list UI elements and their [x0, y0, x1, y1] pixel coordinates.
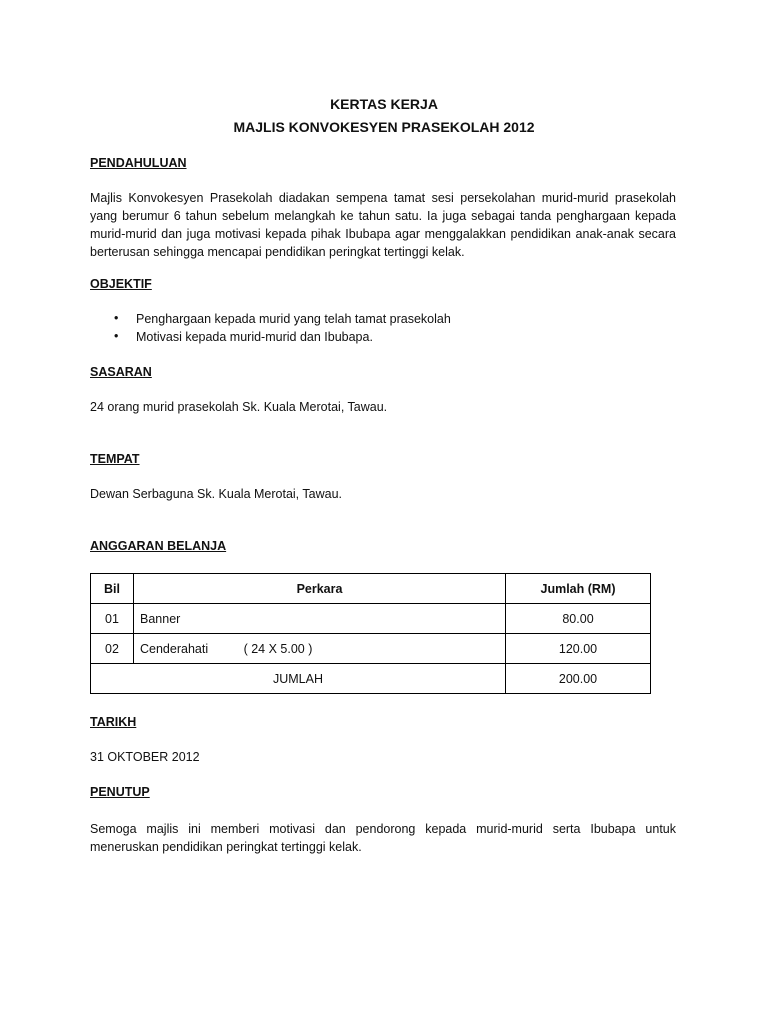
- table-header-row: [91, 574, 651, 604]
- column-header-bil: Bil: [91, 574, 134, 604]
- tempat-text: Dewan Serbaguna Sk. Kuala Merotai, Tawau.: [90, 487, 343, 501]
- row-item-detail: ( 24 X 5.00 ): [243, 641, 313, 656]
- bullet-icon: •: [114, 311, 119, 325]
- bullet-icon: •: [114, 329, 119, 343]
- row-item: [134, 634, 506, 664]
- sasaran-text: 24 orang murid prasekolah Sk. Kuala Merotai, Tawau.: [90, 400, 388, 414]
- table-total-row: [91, 664, 651, 694]
- table-row: [91, 634, 651, 664]
- row-amount: 80.00: [506, 604, 651, 634]
- pendahuluan-paragraph: Majlis Konvokesyen Prasekolah diadakan sempena tamat sesi persekolahan murid-murid prasekolah yang berumur 6 tahun sebelum melangkah ke tahun satu. Ia juga sebagai tanda penghargaan kepada murid-murid dan juga motivasi kepada pihak Ibubapa agar menggalakkan pendidikan anak-anak secara berterusan sehingga mencapai pendidikan peringkat tertinggi kelak.: [90, 191, 676, 259]
- section-heading-sasaran: SASARAN: [90, 365, 152, 379]
- row-bil: 01: [91, 604, 134, 634]
- section-heading-pendahuluan: PENDAHULUAN: [90, 156, 187, 170]
- section-heading-anggaran: ANGGARAN BELANJA: [90, 539, 227, 553]
- section-heading-penutup: PENUTUP: [90, 785, 150, 799]
- tarikh-text: 31 OKTOBER 2012: [90, 750, 200, 764]
- objektif-item-text: Penghargaan kepada murid yang telah tamat prasekolah: [136, 312, 451, 326]
- row-amount: 120.00: [506, 634, 651, 664]
- section-heading-tarikh: TARIKH: [90, 715, 137, 729]
- objektif-item-text: Motivasi kepada murid-murid dan Ibubapa.: [136, 330, 373, 344]
- total-label: JUMLAH: [91, 664, 506, 694]
- budget-table: [90, 573, 651, 694]
- row-bil: 02: [91, 634, 134, 664]
- row-item: [134, 604, 506, 634]
- penutup-paragraph: Semoga majlis ini memberi motivasi dan pendorong kepada murid-murid serta Ibubapa untuk meneruskan pendidikan peringkat tertinggi kelak.: [90, 822, 676, 854]
- section-heading-tempat: TEMPAT: [90, 452, 140, 466]
- doc-subtitle: MAJLIS KONVOKESYEN PRASEKOLAH 2012: [233, 119, 535, 135]
- table-row: [91, 604, 651, 634]
- column-header-jumlah: Jumlah (RM): [506, 574, 651, 604]
- row-item-name: Banner: [140, 611, 181, 626]
- doc-title: KERTAS KERJA: [330, 96, 438, 112]
- total-amount: 200.00: [506, 664, 651, 694]
- column-header-perkara: Perkara: [134, 574, 506, 604]
- row-item-name: Cenderahati: [140, 641, 209, 656]
- section-heading-objektif: OBJEKTIF: [90, 277, 152, 291]
